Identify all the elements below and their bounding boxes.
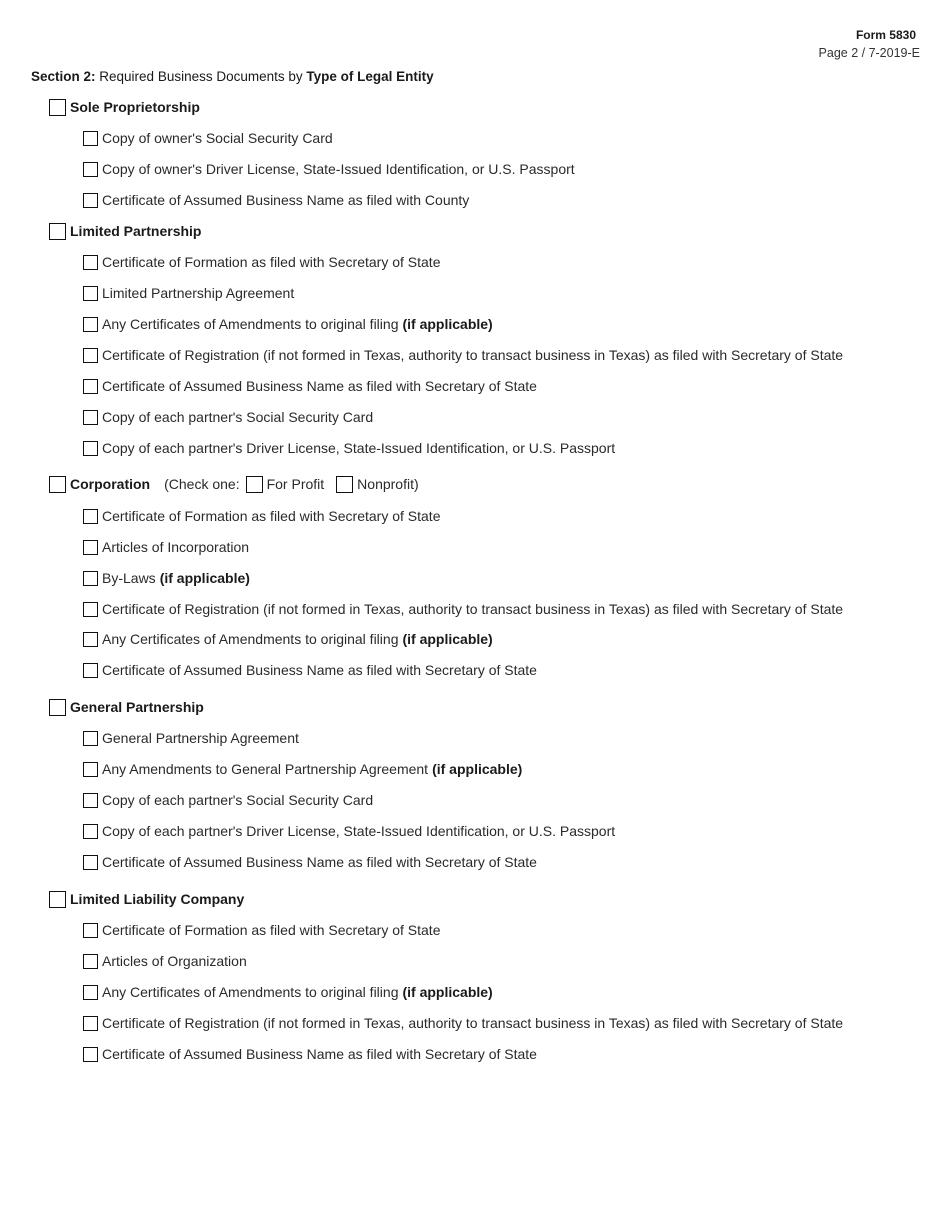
- section-middle: Required Business Documents by: [99, 69, 303, 84]
- doc-suffix: (if applicable): [402, 984, 493, 1000]
- doc-checkbox[interactable]: [83, 317, 98, 332]
- doc-item[interactable]: [83, 982, 493, 1002]
- doc-checkbox[interactable]: [83, 410, 98, 425]
- entity-general-partnership[interactable]: [49, 697, 204, 717]
- doc-label: Certificate of Formation as filed with Secretary of State: [102, 508, 441, 524]
- option-label: For Profit: [266, 476, 325, 492]
- doc-label: Copy of each partner's Social Security Card: [102, 409, 374, 425]
- doc-checkbox[interactable]: [83, 731, 98, 746]
- entity-heading: Sole Proprietorship: [70, 99, 200, 115]
- doc-item[interactable]: [83, 951, 247, 971]
- doc-suffix: (if applicable): [432, 761, 523, 777]
- doc-item[interactable]: [83, 159, 575, 179]
- doc-checkbox[interactable]: [83, 193, 98, 208]
- doc-label: Certificate of Assumed Business Name as filed with Secretary of State: [102, 662, 537, 678]
- doc-checkbox[interactable]: [83, 923, 98, 938]
- doc-checkbox[interactable]: [83, 131, 98, 146]
- doc-checkbox[interactable]: [83, 1016, 98, 1031]
- doc-suffix: (if applicable): [402, 631, 493, 647]
- entity-heading: Limited Liability Company: [70, 891, 245, 907]
- doc-item[interactable]: [83, 345, 843, 365]
- check-one-label: (Check one:: [164, 476, 240, 492]
- entity-limited-partnership[interactable]: [49, 221, 201, 241]
- doc-checkbox[interactable]: [83, 1047, 98, 1062]
- doc-item[interactable]: [83, 283, 294, 303]
- doc-checkbox[interactable]: [83, 793, 98, 808]
- doc-item[interactable]: [83, 128, 333, 148]
- doc-label: Any Certificates of Amendments to original filing: [102, 631, 399, 647]
- doc-label: Any Certificates of Amendments to original filing: [102, 984, 399, 1000]
- doc-label: Certificate of Registration (if not formed in Texas, authority to transact business in Texas) as filed with Secretary of State: [102, 347, 844, 363]
- doc-item[interactable]: [83, 852, 537, 872]
- checkbox-limited-partnership[interactable]: [49, 223, 66, 240]
- doc-item[interactable]: [83, 629, 493, 649]
- doc-item[interactable]: [83, 506, 440, 526]
- option-for-profit[interactable]: [246, 476, 325, 493]
- checkbox-for-profit[interactable]: [246, 476, 263, 493]
- doc-checkbox[interactable]: [83, 441, 98, 456]
- section-title: [31, 69, 434, 84]
- doc-label: Certificate of Registration (if not formed in Texas, authority to transact business in Texas) as filed with Secretary of State: [102, 601, 844, 617]
- doc-suffix: (if applicable): [402, 316, 493, 332]
- checkbox-sole-proprietorship[interactable]: [49, 99, 66, 116]
- doc-label: Copy of owner's Driver License, State-Issued Identification, or U.S. Passport: [102, 161, 575, 177]
- doc-checkbox[interactable]: [83, 286, 98, 301]
- doc-checkbox[interactable]: [83, 824, 98, 839]
- doc-checkbox[interactable]: [83, 571, 98, 586]
- doc-checkbox[interactable]: [83, 379, 98, 394]
- doc-item[interactable]: [83, 1013, 843, 1033]
- doc-item[interactable]: [83, 821, 615, 841]
- section-emphasis: Type of Legal Entity: [306, 69, 434, 84]
- doc-item[interactable]: [83, 314, 493, 334]
- doc-item[interactable]: [83, 190, 469, 210]
- doc-item[interactable]: [83, 599, 843, 619]
- doc-label: Certificate of Formation as filed with Secretary of State: [102, 254, 441, 270]
- doc-item[interactable]: [83, 790, 373, 810]
- doc-checkbox[interactable]: [83, 255, 98, 270]
- checkbox-corporation[interactable]: [49, 476, 66, 493]
- doc-item[interactable]: [83, 252, 440, 272]
- doc-checkbox[interactable]: [83, 602, 98, 617]
- doc-label: Copy of each partner's Driver License, State-Issued Identification, or U.S. Passport: [102, 440, 616, 456]
- checkbox-limited-liability-company[interactable]: [49, 891, 66, 908]
- doc-checkbox[interactable]: [83, 663, 98, 678]
- doc-label: Any Certificates of Amendments to original filing: [102, 316, 399, 332]
- doc-label: Certificate of Assumed Business Name as filed with Secretary of State: [102, 854, 537, 870]
- doc-checkbox[interactable]: [83, 762, 98, 777]
- form-number: Form 5830: [855, 28, 916, 42]
- page-info: Page 2 / 7-2019-E: [818, 46, 920, 60]
- entity-corporation[interactable]: [49, 474, 419, 494]
- doc-checkbox[interactable]: [83, 348, 98, 363]
- entity-limited-liability-company[interactable]: [49, 889, 244, 909]
- doc-label: Copy of owner's Social Security Card: [102, 130, 333, 146]
- doc-label: Certificate of Formation as filed with Secretary of State: [102, 922, 441, 938]
- doc-checkbox[interactable]: [83, 162, 98, 177]
- doc-item[interactable]: [83, 568, 250, 588]
- doc-label: Copy of each partner's Driver License, State-Issued Identification, or U.S. Passport: [102, 823, 616, 839]
- doc-item[interactable]: [83, 407, 373, 427]
- doc-label: General Partnership Agreement: [102, 730, 299, 746]
- doc-checkbox[interactable]: [83, 855, 98, 870]
- doc-checkbox[interactable]: [83, 985, 98, 1000]
- doc-item[interactable]: [83, 438, 615, 458]
- section-label: Section 2:: [31, 69, 96, 84]
- doc-label: Copy of each partner's Social Security Card: [102, 792, 374, 808]
- doc-item[interactable]: [83, 728, 299, 748]
- doc-label: Any Amendments to General Partnership Agreement: [102, 761, 429, 777]
- doc-label: Limited Partnership Agreement: [102, 285, 295, 301]
- doc-item[interactable]: [83, 920, 440, 940]
- doc-item[interactable]: [83, 376, 537, 396]
- doc-suffix: (if applicable): [159, 570, 250, 586]
- doc-label: Certificate of Assumed Business Name as filed with County: [102, 192, 470, 208]
- doc-item[interactable]: [83, 537, 249, 557]
- doc-checkbox[interactable]: [83, 540, 98, 555]
- doc-checkbox[interactable]: [83, 954, 98, 969]
- option-nonprofit[interactable]: [336, 476, 418, 493]
- entity-heading: General Partnership: [70, 699, 204, 715]
- checkbox-nonprofit[interactable]: [336, 476, 353, 493]
- doc-label: Articles of Organization: [102, 953, 247, 969]
- doc-label: Certificate of Registration (if not formed in Texas, authority to transact business in Texas) as filed with Secretary of State: [102, 1015, 844, 1031]
- doc-label: Certificate of Assumed Business Name as filed with Secretary of State: [102, 1046, 537, 1062]
- doc-item[interactable]: [83, 1044, 537, 1064]
- doc-checkbox[interactable]: [83, 509, 98, 524]
- doc-label: Certificate of Assumed Business Name as filed with Secretary of State: [102, 378, 537, 394]
- entity-sole-proprietorship[interactable]: [49, 97, 200, 117]
- doc-item[interactable]: [83, 759, 522, 779]
- doc-label: By-Laws: [102, 570, 156, 586]
- doc-label: Articles of Incorporation: [102, 539, 250, 555]
- checkbox-general-partnership[interactable]: [49, 699, 66, 716]
- entity-heading: Corporation: [70, 476, 151, 492]
- doc-item[interactable]: [83, 660, 537, 680]
- option-label: Nonprofit): [357, 476, 419, 492]
- entity-heading: Limited Partnership: [70, 223, 202, 239]
- doc-checkbox[interactable]: [83, 632, 98, 647]
